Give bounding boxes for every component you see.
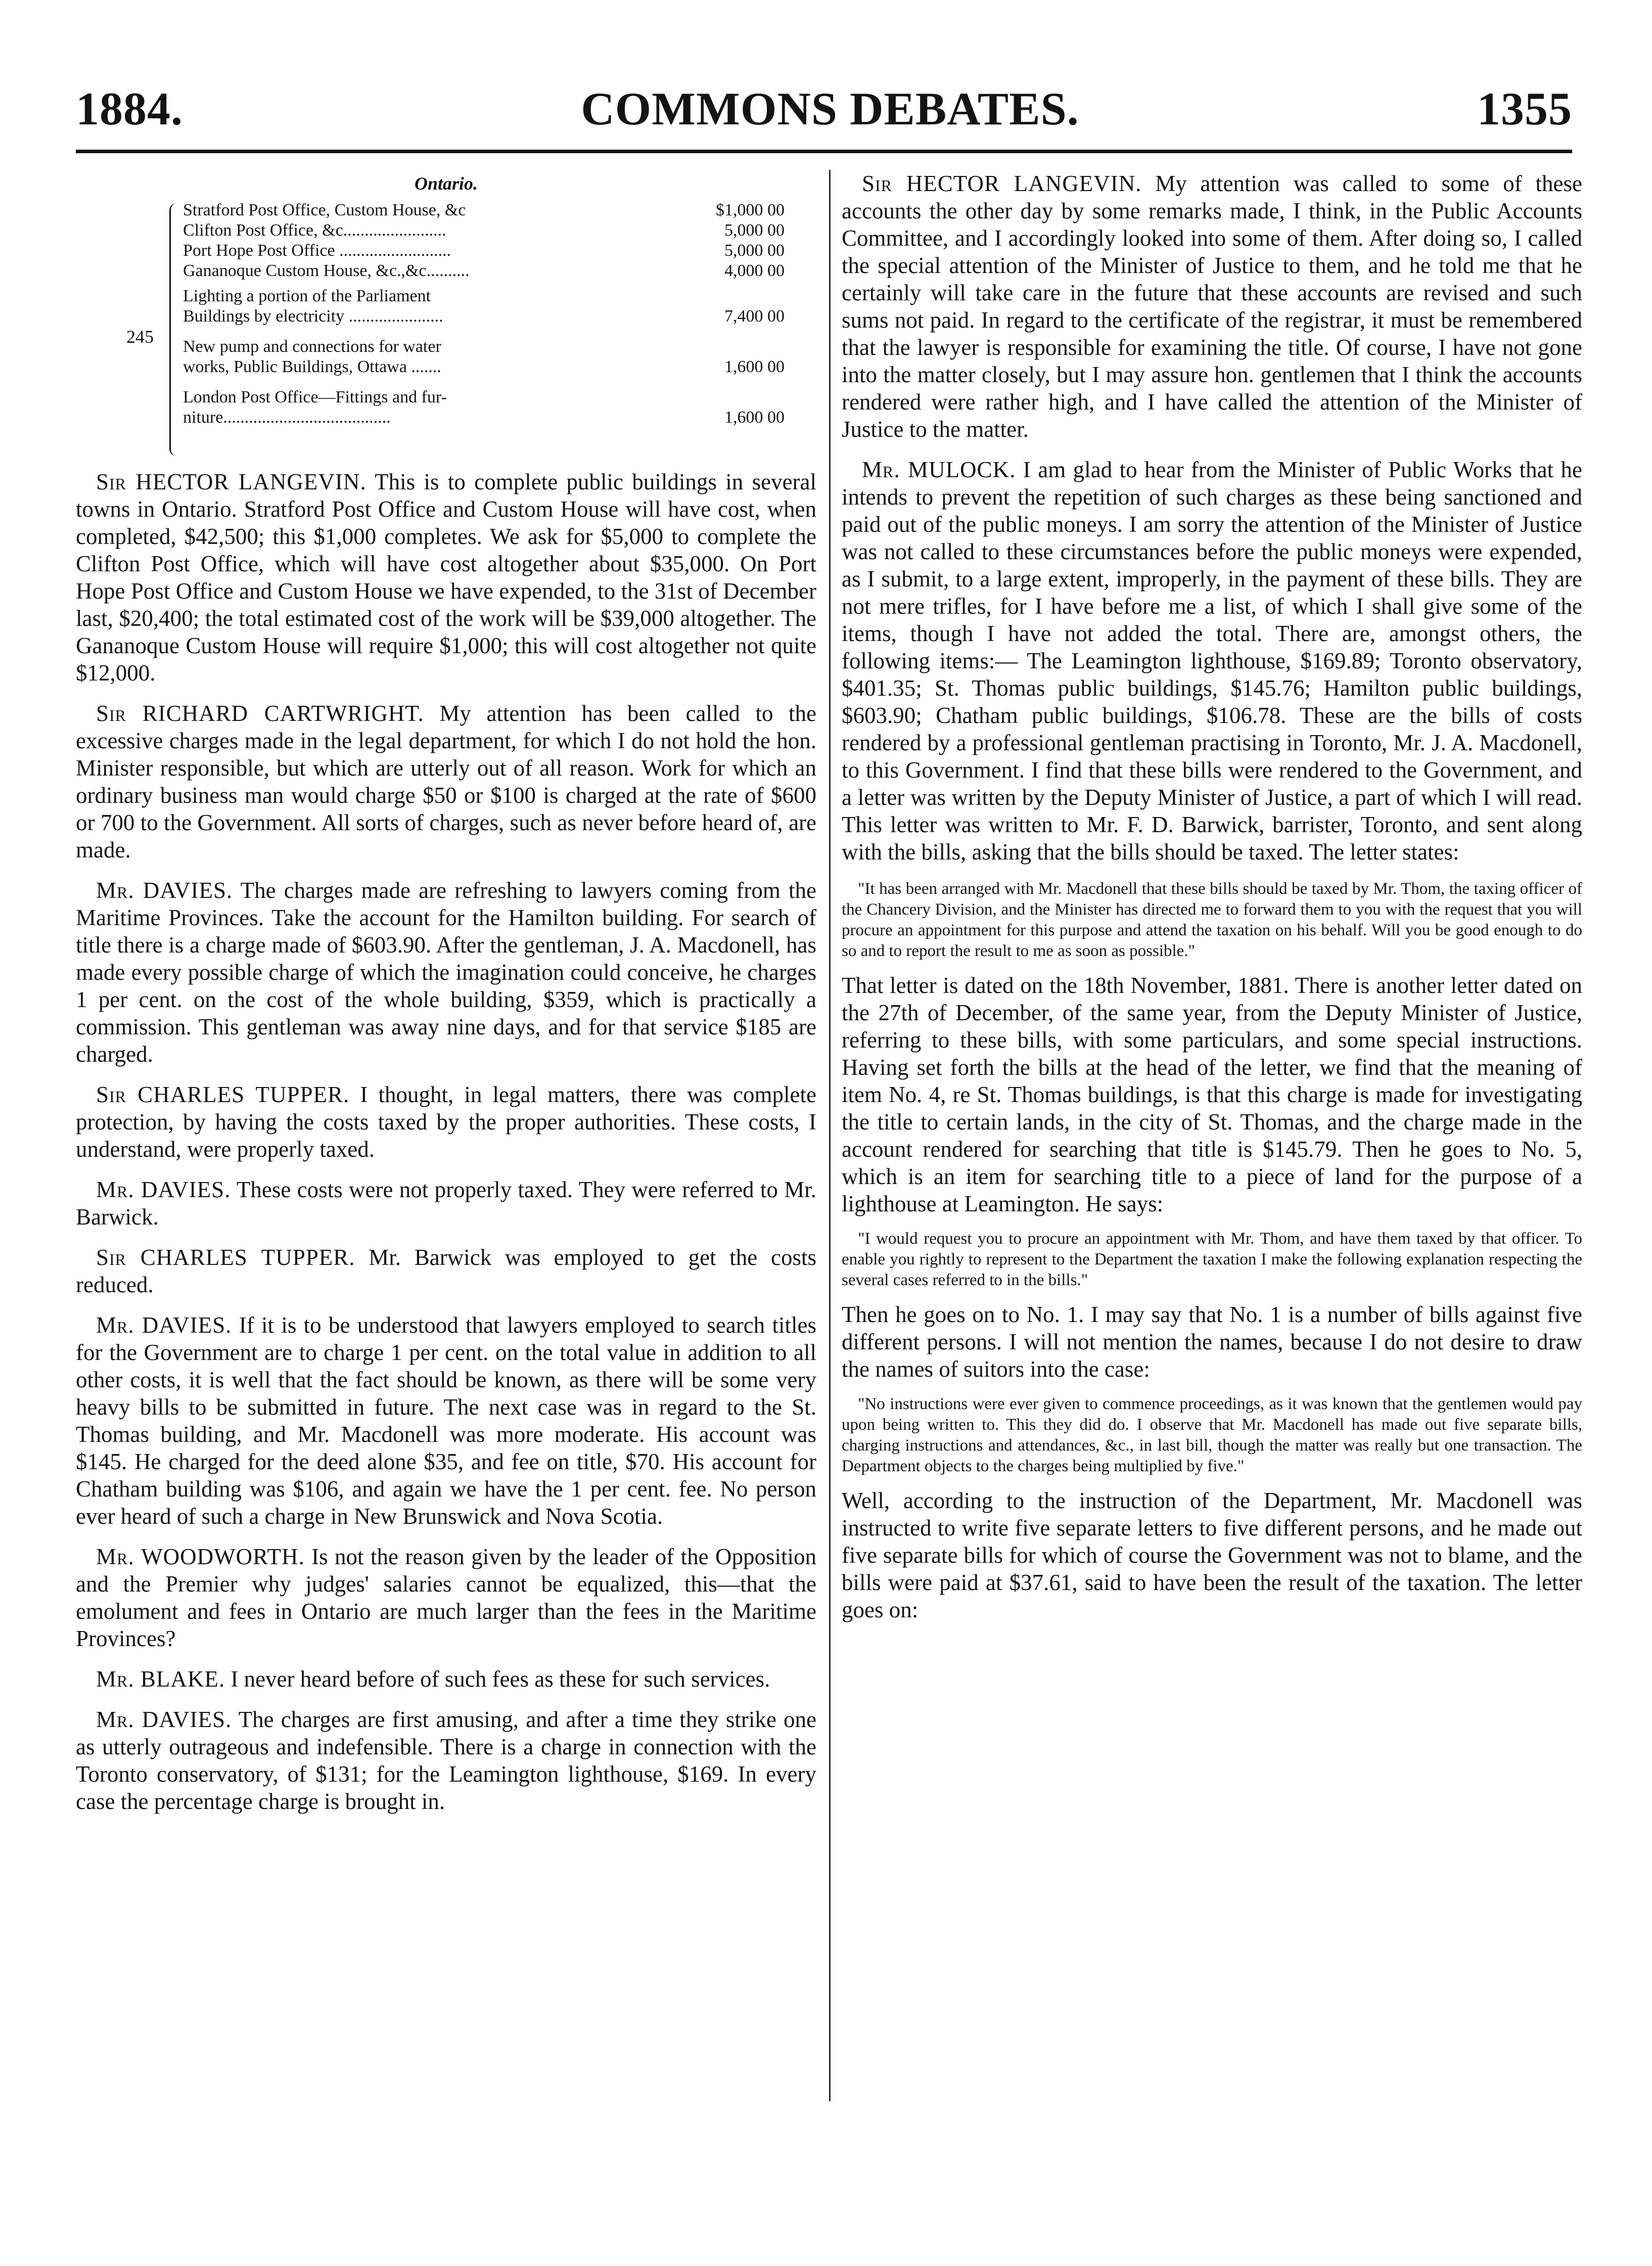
estimate-item: London Post Office—Fittings and fur-	[183, 388, 447, 406]
right-column	[842, 170, 1582, 1635]
estimate-item: Stratford Post Office, Custom House, &c $1,000 00	[183, 201, 785, 219]
estimate-item: Lighting a portion of the Parliament	[183, 287, 431, 305]
speaker-name: Mr. DAVIES.	[96, 1177, 231, 1202]
left-column	[76, 170, 816, 1828]
page-number: 1355	[1477, 83, 1572, 134]
speech	[76, 1543, 816, 1652]
speech-text: This is to complete public buildings in several towns in Ontario. Stratford Post Office and Custom House will have cost, when completed, $42,500; this $1,000 completes. We ask for $5,000 to complete the Clifton Post Office, which will have cost altogether about $35,000. On Port Hope Post Office and Custom House we have expended, to the 31st of December last, $20,400; the total estimated cost of the work will be $39,000 altogether. The Gananoque Custom House will require $1,000; this will cost altogether not quite $12,000.	[76, 469, 816, 686]
estimate-item: works, Public Buildings, Ottawa ....... 1,600 00	[183, 357, 785, 376]
speech	[76, 1081, 816, 1163]
paragraph: Then he goes on to No. 1. I may say that No. 1 is a number of bills against five different persons. I will not mention the names, because I do not desire to draw the names of suitors into the case:	[842, 1302, 1582, 1382]
speech-text: Is not the reason given by the leader of the Opposition and the Premier why judges' salaries cannot be equalized, this—that the emolument and fees in Ontario are much larger than the fees in the Maritime Provinces?	[76, 1544, 817, 1651]
speech-text: If it is to be understood that lawyers employed to search titles for the Government are to charge 1 per cent. on the total value in addition to all other costs, it is well that the fact should be known, as there will be some very heavy bills to be submitted in future. The next case was in regard to the St. Thomas building, and Mr. Macdonell was more moderate. His account was $145. He charged for the deed alone $35, and fee on title, $70. His account for Chatham building was $106, and again we have the 1 per cent. fee. No person ever heard of such a charge in New Brunswick and Nova Scotia.	[76, 1312, 816, 1529]
speaker-name: Sir CHARLES TUPPER.	[96, 1082, 350, 1107]
speech	[76, 1665, 816, 1693]
paragraph: Well, according to the instruction of the Department, Mr. Macdonell was instructed to write five separate letters to five different persons, and he made out five separate bills for which of course the Government was not to blame, and the bills were paid at $37.61, said to have been the result of the taxation. The letter goes on:	[842, 1488, 1582, 1622]
paragraph: That letter is dated on the 18th November, 1881. There is another letter dated on the 27th of December, of the same year, from the Deputy Minister of Justice, referring to these bills, with some particulars, and some special instructions. Having set forth the bills at the head of the letter, we find that the meaning of item No. 4, re St. Thomas buildings, is that this charge is made for investigating the title to certain lands, in the city of St. Thomas, and the charge made in the account rendered for searching that title is $145.79. Then he goes to No. 5, which is an item for searching title to a piece of land for the purpose of a lighthouse at Leamington. He says:	[842, 973, 1582, 1216]
speech-text: I thought, in legal matters, there was complete protection, by having the costs taxed by the proper authorities. These costs, I understand, were properly taxed.	[76, 1082, 816, 1162]
speaker-name: Mr. DAVIES.	[96, 1312, 232, 1338]
speech	[842, 170, 1582, 443]
speech-text: I am glad to hear from the Minister of Public Works that he intends to prevent the repetition of such charges as these being sanctioned and paid out of the public moneys. I am sorry the attention of the Minister of Justice was not called to these circumstances before the public moneys were expended, as I submit, to a large extent, improperly, in the payment of these bills. They are not mere trifles, for I have before me a list, of which I shall give some of the items, though I have not added the total. There are, amongst others, the following items:— The Leamington lighthouse, $169.89; Toronto observatory, $401.35; St. Thomas public buildings, $145.76; Hamilton public buildings, $603.90; Chatham public buildings, $106.78. These are the bills of costs rendered by a professional gentleman practising in Toronto, Mr. J. A. Macdonell, to this Government. I find that these bills were rendered to the Government, and a letter was written by the Deputy Minister of Justice, a part of which I will read. This letter was written to Mr. F. D. Barwick, barrister, Toronto, and sent along with the bills, asking that the bills should be taxed. The letter states:	[842, 457, 1582, 865]
speaker-name: Sir CHARLES TUPPER.	[96, 1245, 355, 1270]
estimate-item: niture....................................... 1,600 00	[183, 408, 785, 427]
year: 1884.	[76, 83, 183, 134]
estimate-item: Gananoque Custom House, &c.,&c.......... 4,000 00	[183, 261, 785, 280]
speech-text: My attention was called to some of these accounts the other day by some remarks made, I think, in the Public Accounts Committee, and I accordingly looked into some of them. After doing so, I called the special attention of the Minister of Justice to them, and he told me that he certainly will take care in the future that these accounts are revised and such sums not paid. In regard to the certificate of the registrar, it must be remembered that the lawyer is responsible for examining the title. Of course, I have not gone into the matter closely, but I may assure hon. gentlemen that I think the accounts rendered were rather high, and I have called the attention of the Minister of Justice to the matter.	[842, 171, 1582, 442]
speech-text: My attention has been called to the excessive charges made in the legal department, for which I do not hold the hon. Minister responsible, but which are utterly out of all reason. Work for which an ordinary business man would charge $50 or $100 is charged at the rate of $600 or 700 to the Government. All sorts of charges, such as never before heard of, are made.	[76, 701, 816, 863]
page-header	[76, 76, 1572, 142]
header-rule	[76, 150, 1572, 153]
speech	[76, 1706, 816, 1815]
speech-text: Mr. Barwick was employed to get the costs reduced.	[76, 1245, 816, 1297]
speech	[842, 456, 1582, 866]
speaker-name: Mr. BLAKE.	[96, 1666, 225, 1692]
quoted-letter: "I would request you to procure an appointment with Mr. Thom, and have them taxed by that officer. To enable you rightly to represent to the Department the taxation I make the following explanation respecting the several cases referred to in the bills."	[842, 1230, 1582, 1289]
speech	[76, 1244, 816, 1298]
speaker-name: Sir RICHARD CARTWRIGHT.	[96, 701, 424, 726]
item-number: 245	[126, 327, 154, 347]
estimate-item: Buildings by electricity ...................... 7,400 00	[183, 307, 785, 326]
speech-text: The charges are first amusing, and after a time they strike one as utterly outrageous and indefensible. There is a charge in connection with the Toronto conservatory, of $131; for the Leamington lighthouse, $169. In every case the percentage charge is brought in.	[76, 1707, 817, 1814]
speaker-name: Sir HECTOR LANGEVIN.	[96, 469, 366, 494]
speaker-name: Sir HECTOR LANGEVIN.	[862, 171, 1142, 196]
speaker-name: Mr. DAVIES.	[96, 878, 233, 903]
speech	[76, 468, 816, 687]
speaker-name: Mr. MULOCK.	[862, 457, 1016, 482]
estimate-items	[76, 200, 816, 468]
estimate-item: Clifton Post Office, &c........................ 5,000 00	[183, 221, 785, 240]
brace	[169, 203, 178, 456]
speech-text: I never heard before of such fees as these for such services.	[231, 1666, 770, 1692]
speech	[76, 700, 816, 864]
speaker-name: Mr. WOODWORTH.	[96, 1544, 305, 1569]
estimate-item: Port Hope Post Office .......................... 5,000 00	[183, 241, 785, 260]
publication-title: COMMONS DEBATES.	[581, 83, 1079, 134]
speaker-name: Mr. DAVIES.	[96, 1707, 232, 1732]
estimate-item: New pump and connections for water	[183, 337, 441, 356]
quoted-letter: "It has been arranged with Mr. Macdonell that these bills should be taxed by Mr. Thom, the taxing officer of the Chancery Division, and the Minister has directed me to forward them to you with the request that you will procure an appointment for this purpose and attend the taxation on his behalf. Will you be good enough to do so and to report the result to me as soon as possible."	[842, 880, 1582, 960]
speech	[76, 1176, 816, 1231]
section-title: Ontario.	[414, 173, 478, 194]
speech-text: The charges made are refreshing to lawyers coming from the Maritime Provinces. Take the account for the Hamilton building. For search of title there is a charge made of $603.90. After the gentleman, J. A. Macdonell, has made every possible charge of which the imagination could conceive, he charges 1 per cent. on the cost of the whole building, $359, which is practically a commission. This gentleman was away nine days, and for that service $185 are charged.	[76, 878, 816, 1067]
speech	[76, 877, 816, 1068]
column-divider	[829, 170, 831, 2101]
quoted-letter: "No instructions were ever given to commence proceedings, as it was known that the gentlemen would pay upon being written to. This they did do. I observe that Mr. Macdonell has made out five separate bills, charging instructions and attendances, &c., in last bill, though the matter was really but one transaction. The Department objects to the charges being multiplied by five."	[842, 1395, 1582, 1475]
speech-text: These costs were not properly taxed. They were referred to Mr. Barwick.	[76, 1177, 816, 1230]
speech	[76, 1311, 816, 1530]
